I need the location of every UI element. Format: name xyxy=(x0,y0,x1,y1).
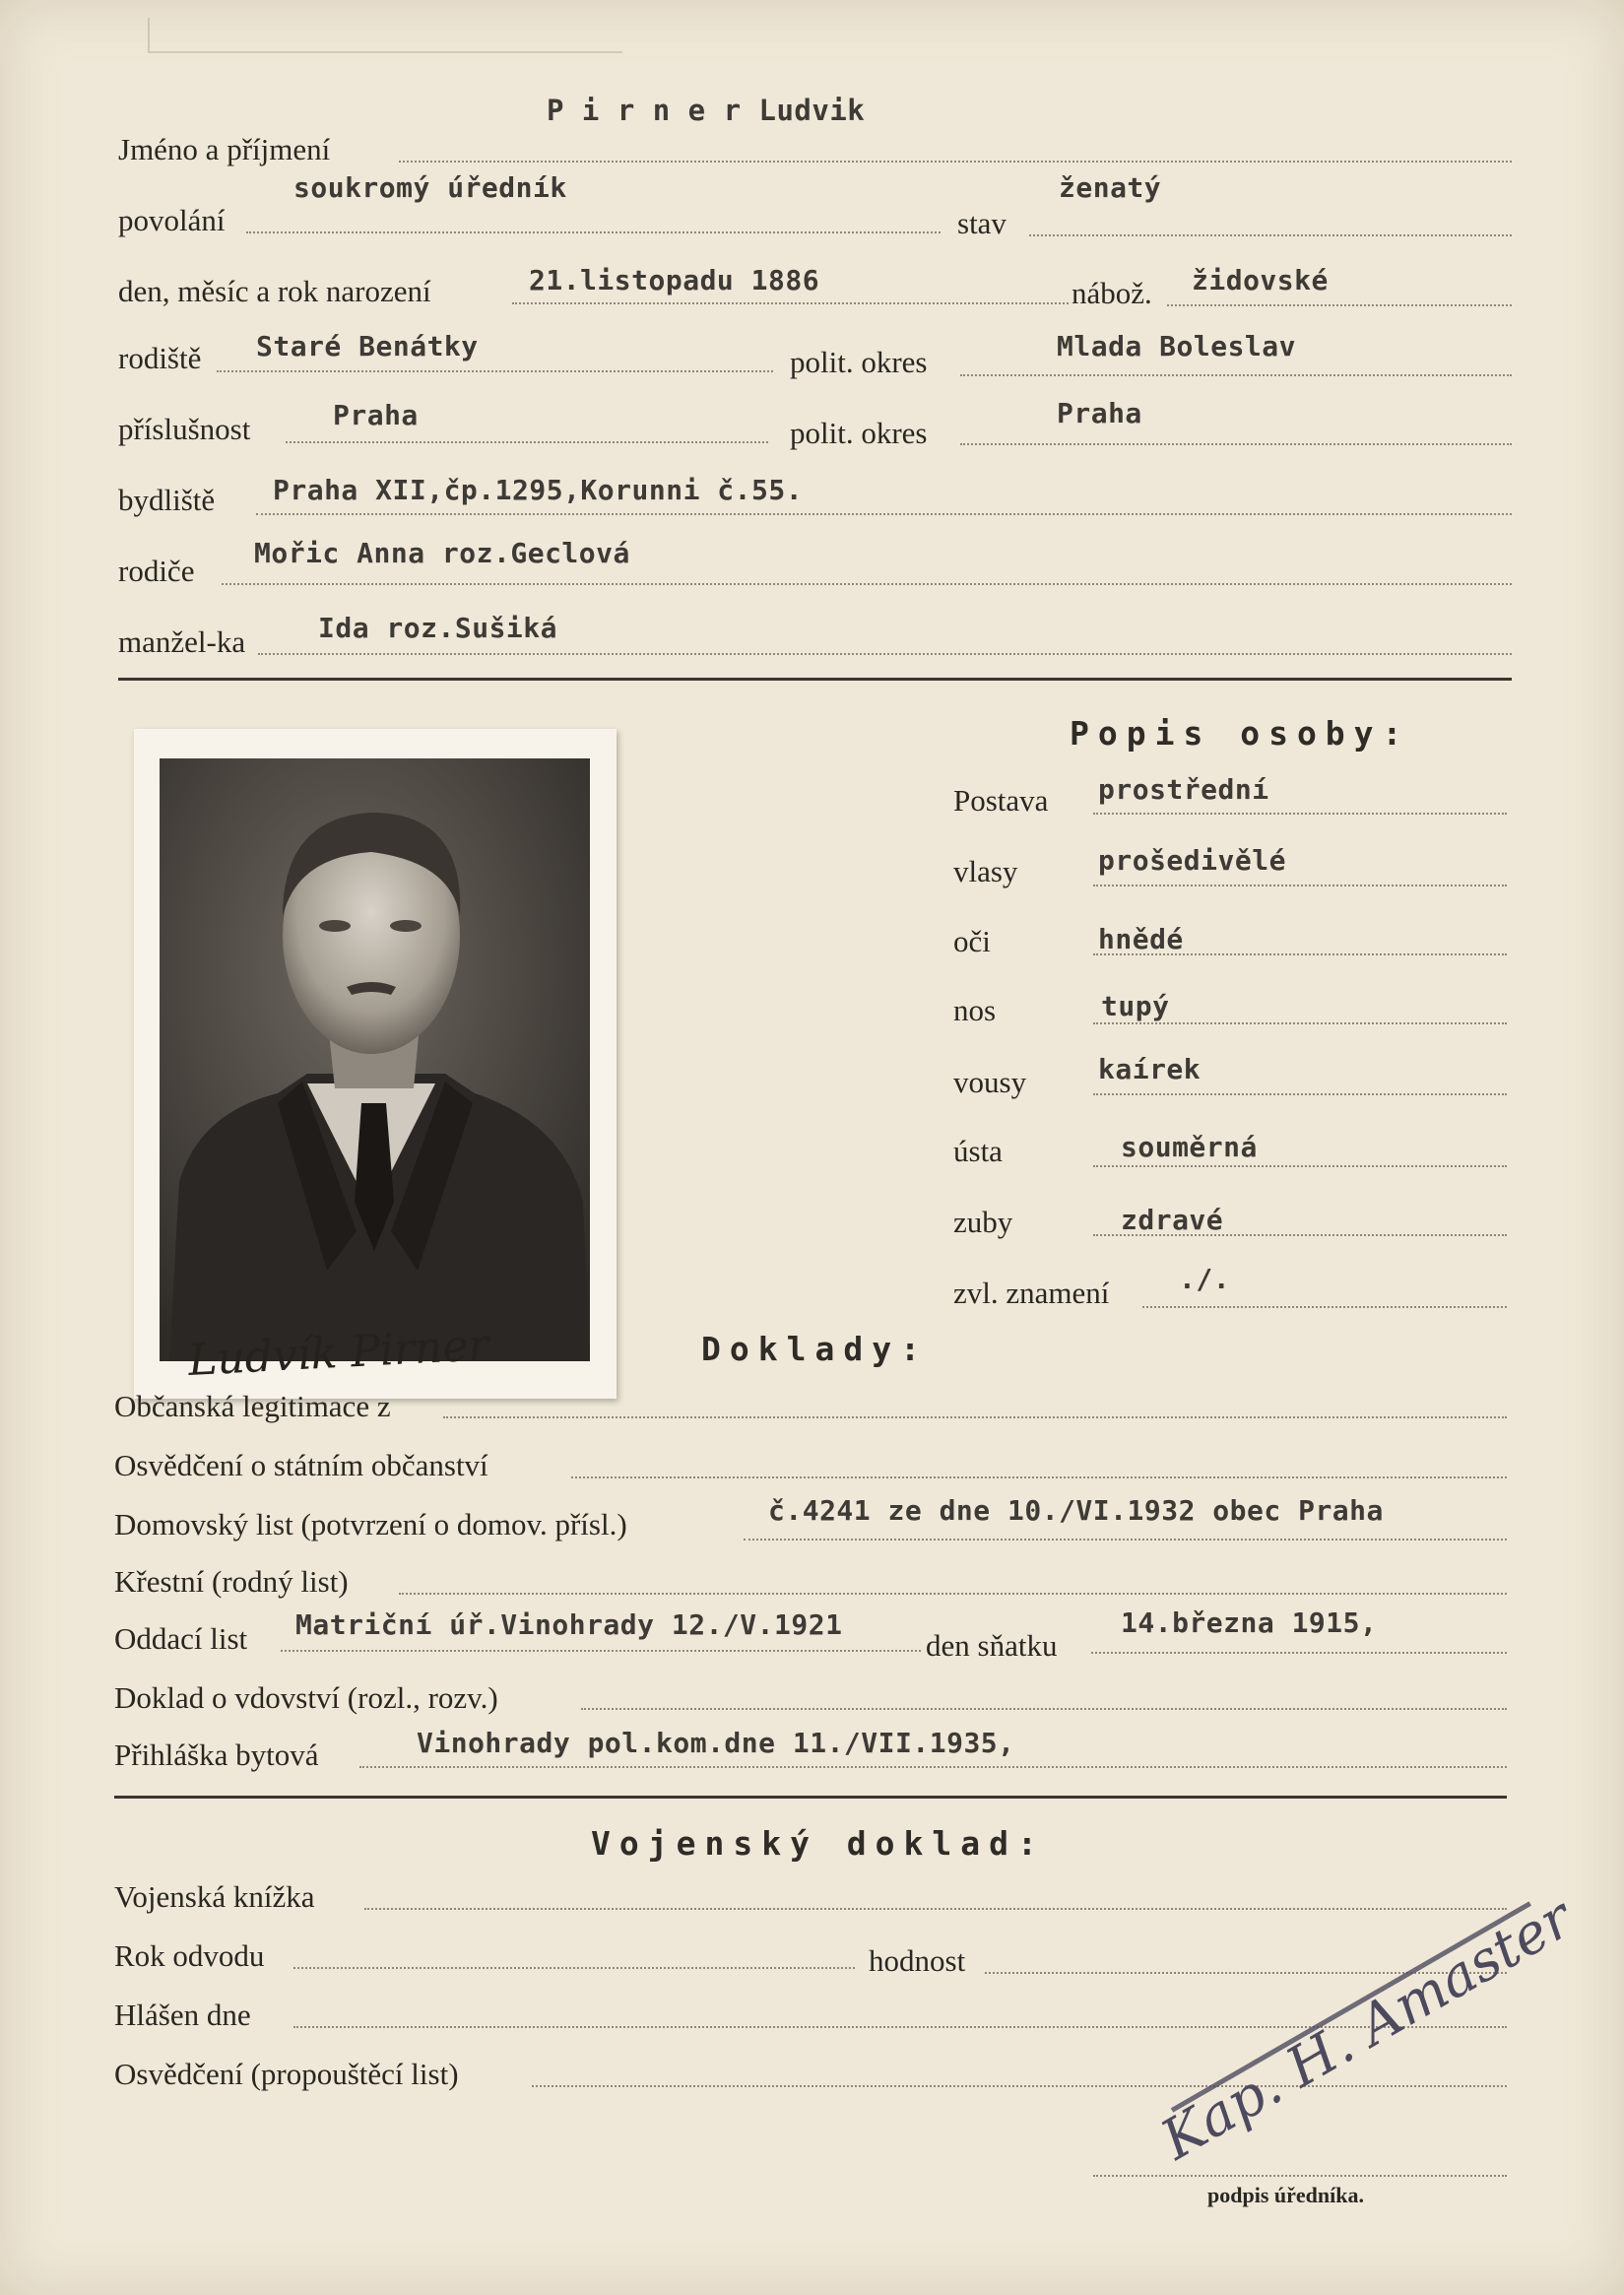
status-label: stav xyxy=(957,206,1007,240)
occupation-line xyxy=(246,231,941,233)
residence-value: Praha XII,čp.1295,Korunni č.55. xyxy=(273,474,804,506)
occupation-value: soukromý úředník xyxy=(293,171,567,204)
nose-value: tupý xyxy=(1101,990,1170,1022)
wedding-label: den sňatku xyxy=(926,1628,1058,1663)
hair-label: vlasy xyxy=(953,854,1018,888)
moustache-value: kaírek xyxy=(1098,1053,1202,1085)
residence-label: bydliště xyxy=(118,483,216,517)
birth-line xyxy=(512,302,1069,304)
military-book-label: Vojenská knížka xyxy=(114,1879,315,1914)
hair-line xyxy=(1093,885,1507,886)
documents-heading: Doklady: xyxy=(701,1330,929,1368)
citizenship-line xyxy=(571,1476,1507,1478)
moustache-label: vousy xyxy=(953,1065,1027,1099)
mouth-line xyxy=(1093,1165,1507,1167)
home-list-line xyxy=(744,1539,1507,1541)
birth-district-value: Mlada Boleslav xyxy=(1057,330,1297,362)
birth-label: den, měsíc a rok narození xyxy=(118,274,431,308)
wedding-line xyxy=(1091,1652,1507,1654)
name-value: P i r n e r Ludvik xyxy=(547,94,866,127)
nose-label: nos xyxy=(953,993,997,1027)
citizen-id-line xyxy=(443,1416,1507,1418)
marks-value: ./. xyxy=(1179,1263,1231,1295)
birth-district-label: polit. okres xyxy=(790,345,928,379)
discharge-line xyxy=(532,2085,1507,2087)
birthplace-line xyxy=(217,370,773,372)
name-label: Jméno a příjmení xyxy=(118,132,331,166)
description-heading: Popis osoby: xyxy=(1070,714,1411,753)
mouth-value: souměrná xyxy=(1121,1131,1258,1163)
widowhood-line xyxy=(581,1708,1507,1710)
top-edge-mark xyxy=(148,18,622,53)
photo-signature: Ludvík Pirner xyxy=(186,1320,490,1386)
military-heading: Vojenský doklad: xyxy=(591,1824,1046,1863)
home-list-value: č.4241 ze dne 10./VI.1932 obec Praha xyxy=(768,1494,1384,1527)
marks-line xyxy=(1142,1306,1507,1308)
baptism-line xyxy=(399,1593,1507,1595)
military-book-line xyxy=(364,1908,1507,1910)
marks-label: zvl. znamení xyxy=(953,1276,1110,1310)
housing-value: Vinohrady pol.kom.dne 11./VII.1935, xyxy=(417,1727,1015,1759)
citizenship-label: Osvědčení o státním občanství xyxy=(114,1448,488,1482)
birthplace-value: Staré Benátky xyxy=(256,330,479,362)
teeth-line xyxy=(1093,1234,1507,1236)
eyes-value: hnědé xyxy=(1098,923,1184,955)
eyes-label: oči xyxy=(953,924,991,958)
rank-label: hodnost xyxy=(869,1943,966,1978)
parents-value: Mořic Anna roz.Geclová xyxy=(254,537,630,569)
residence-line xyxy=(256,513,1512,515)
draft-year-label: Rok odvodu xyxy=(114,1938,265,1973)
religion-label: nábož. xyxy=(1072,276,1152,310)
official-signature: Kap. H. Amaster xyxy=(1150,1885,1584,2173)
spouse-label: manžel-ka xyxy=(118,624,246,659)
marriage-label: Oddací list xyxy=(114,1621,248,1656)
housing-line xyxy=(359,1766,1507,1768)
discharge-label: Osvědčení (propouštěcí list) xyxy=(114,2057,459,2091)
mouth-label: ústa xyxy=(953,1134,1003,1168)
height-line xyxy=(1093,813,1507,815)
name-line xyxy=(399,161,1512,163)
moustache-line xyxy=(1093,1093,1507,1095)
domicile-label: příslušnost xyxy=(118,412,251,446)
parents-line xyxy=(222,583,1512,585)
birthplace-label: rodiště xyxy=(118,341,202,375)
marriage-line xyxy=(281,1650,921,1652)
domicile-district-value: Praha xyxy=(1057,397,1142,429)
housing-label: Přihláška bytová xyxy=(114,1738,319,1772)
domicile-line xyxy=(286,441,768,443)
domicile-district-label: polit. okres xyxy=(790,416,928,450)
birth-district-line xyxy=(960,374,1512,376)
spouse-value: Ida roz.Sušiká xyxy=(318,612,558,644)
citizen-id-label: Občanská legitimace z xyxy=(114,1389,391,1423)
nose-line xyxy=(1093,1022,1507,1024)
domicile-value: Praha xyxy=(333,399,419,431)
height-value: prostřední xyxy=(1098,773,1269,806)
official-signature-line xyxy=(1093,2175,1507,2177)
religion-line xyxy=(1167,304,1512,306)
official-signature-label: podpis úředníka. xyxy=(1207,2183,1364,2207)
marriage-value: Matriční úř.Vinohrady 12./V.1921 xyxy=(295,1608,843,1641)
hair-value: prošedivělé xyxy=(1098,844,1286,877)
occupation-label: povolání xyxy=(118,203,226,237)
widowhood-label: Doklad o vdovství (rozl., rozv.) xyxy=(114,1680,498,1715)
reported-label: Hlášen dne xyxy=(114,1998,251,2032)
birth-value: 21.listopadu 1886 xyxy=(529,264,820,296)
status-line xyxy=(1029,234,1512,236)
photo-card xyxy=(134,729,617,1399)
home-list-label: Domovský list (potvrzení o domov. přísl.) xyxy=(114,1507,627,1541)
status-value: ženatý xyxy=(1059,171,1162,204)
baptism-label: Křestní (rodný list) xyxy=(114,1564,349,1599)
wedding-value: 14.března 1915, xyxy=(1121,1606,1378,1639)
teeth-value: zdravé xyxy=(1121,1204,1224,1236)
section-divider-2 xyxy=(114,1796,1507,1799)
section-divider-1 xyxy=(118,678,1512,681)
signature-stroke xyxy=(1171,1901,1531,2112)
portrait-photo xyxy=(160,758,590,1361)
spouse-line xyxy=(258,653,1512,655)
height-label: Postava xyxy=(953,783,1049,818)
draft-year-line xyxy=(293,1967,855,1969)
teeth-label: zuby xyxy=(953,1205,1013,1239)
portrait-image xyxy=(160,758,590,1361)
domicile-district-line xyxy=(960,443,1512,445)
parents-label: rodiče xyxy=(118,554,195,588)
religion-value: židovské xyxy=(1192,264,1329,296)
eyes-line xyxy=(1093,953,1507,955)
